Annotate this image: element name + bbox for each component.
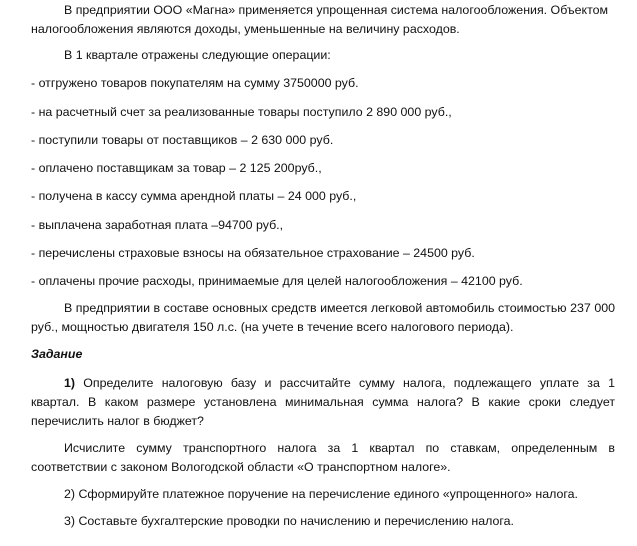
task-1-line-1 [64, 375, 615, 392]
task-heading: Задание [31, 347, 83, 361]
operation-item: - получена в кассу сумма арендной платы – 24 000 руб., [31, 189, 357, 203]
operation-item: - выплачена заработная плата –94700 руб., [31, 218, 284, 232]
task-1-text: Определите налоговую базу и рассчитайте сумму налога, подлежащего уплате за 1 [83, 376, 615, 390]
operation-item: - на расчетный счет за реализованные товары поступило 2 890 000 руб., [31, 105, 452, 119]
transport-paragraph-line-2: соответствии с законом Вологодской области «О транспортном налоге». [31, 460, 451, 474]
operation-item: - поступили товары от поставщиков – 2 630 000 руб. [31, 133, 334, 147]
operation-item: - перечислены страховые взносы на обязательное страхование – 24500 руб. [31, 246, 475, 260]
operation-item: - оплачены прочие расходы, принимаемые для целей налогообложения – 42100 руб. [31, 274, 523, 288]
car-paragraph-line-2: руб., мощностью двигателя 150 л.с. (на учете в течение всего налогового периода). [31, 320, 514, 334]
task-1-number: 1) [64, 376, 76, 390]
car-paragraph-line-1: В предприятии в составе основных средств имеется легковой автомобиль стоимостью 237 000 [64, 301, 615, 315]
transport-paragraph-line-1: Исчислите сумму транспортного налога за 1 квартал по ставкам, определенным в [64, 441, 615, 455]
quarter-intro: В 1 квартале отражены следующие операции: [64, 48, 331, 62]
task-2: 2) Сформируйте платежное поручение на перечисление единого «упрощенного» налога. [64, 487, 578, 501]
task-1-line-2: квартал. В каком размере установлена минимальная сумма налога? В какие сроки следует [31, 395, 615, 409]
operation-item: - оплачено поставщикам за товар – 2 125 200руб., [31, 161, 322, 175]
task-1-line-3: перечислить налог в бюджет? [31, 414, 204, 428]
intro-paragraph-line-1: В предприятии ООО «Магна» применяется упрощенная система налогообложения. Объектом [64, 3, 609, 17]
operation-item: - отгружено товаров покупателям на сумму 3750000 руб. [31, 76, 359, 90]
intro-paragraph-line-2: налогообложения являются доходы, уменьшенные на величину расходов. [31, 22, 460, 36]
task-3: 3) Составьте бухгалтерские проводки по начислению и перечислению налога. [64, 514, 514, 528]
